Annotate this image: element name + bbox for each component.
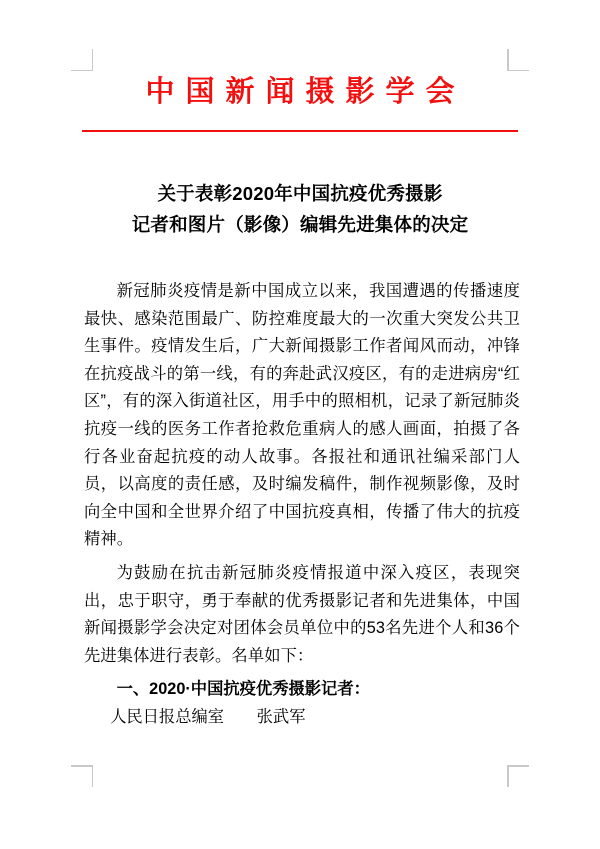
body-paragraph-2: 为鼓励在抗击新冠肺炎疫情报道中深入疫区，表现突出，忠于职守，勇于奉献的优秀摄影记者和先进集体，中国新闻摄影学会决定对团体会员单位中的53名先进个人和36个先进集体进行表彰。名单如下： [84,563,520,665]
letterhead-organization-name: 中国新闻摄影学会 [145,76,466,108]
letterhead [0,74,600,110]
letterhead-divider [82,130,518,132]
list-item-affiliation: 人民日报总编室 [110,707,225,726]
list-item [84,704,520,732]
body-paragraph-1: 新冠肺炎疫情是新中国成立以来，我国遭遇的传播速度最快、感染范围最广、防控难度最大的一次重大突发公共卫生事件。疫情发生后，广大新闻摄影工作者闻风而动，冲锋在抗疫战斗的第一线，有的奔赴武汉疫区，有的走进病房“红区”，有的深入街道社区，用手中的照相机，记录了新冠肺炎抗疫一线的医务工作者抢救危重病人的感人画面，拍摄了各行各业奋起抗疫的动人故事。各报社和通讯社编采部门人员，以高度的责任感，及时编发稿件，制作视频影像，及时向全中国和全世界介绍了中国抗疫真相，传播了伟大的抗疫精神。 [84,282,520,549]
section-heading-photographers: 一、2020·中国抗疫优秀摄影记者： [116,680,370,699]
document-title-line-1: 关于表彰2020年中国抗疫优秀摄影 [157,183,443,204]
document-title-line-2: 记者和图片（影像）编辑先进集体的决定 [131,214,469,235]
crop-mark-top-left-icon [71,49,93,71]
crop-mark-top-right-icon [507,49,529,71]
document-body [84,278,520,732]
crop-mark-bottom-left-icon [71,765,93,787]
list-item-name: 张武军 [256,707,306,726]
document-title [84,178,516,240]
crop-mark-bottom-right-icon [507,765,529,787]
list-item-separator [224,708,257,726]
